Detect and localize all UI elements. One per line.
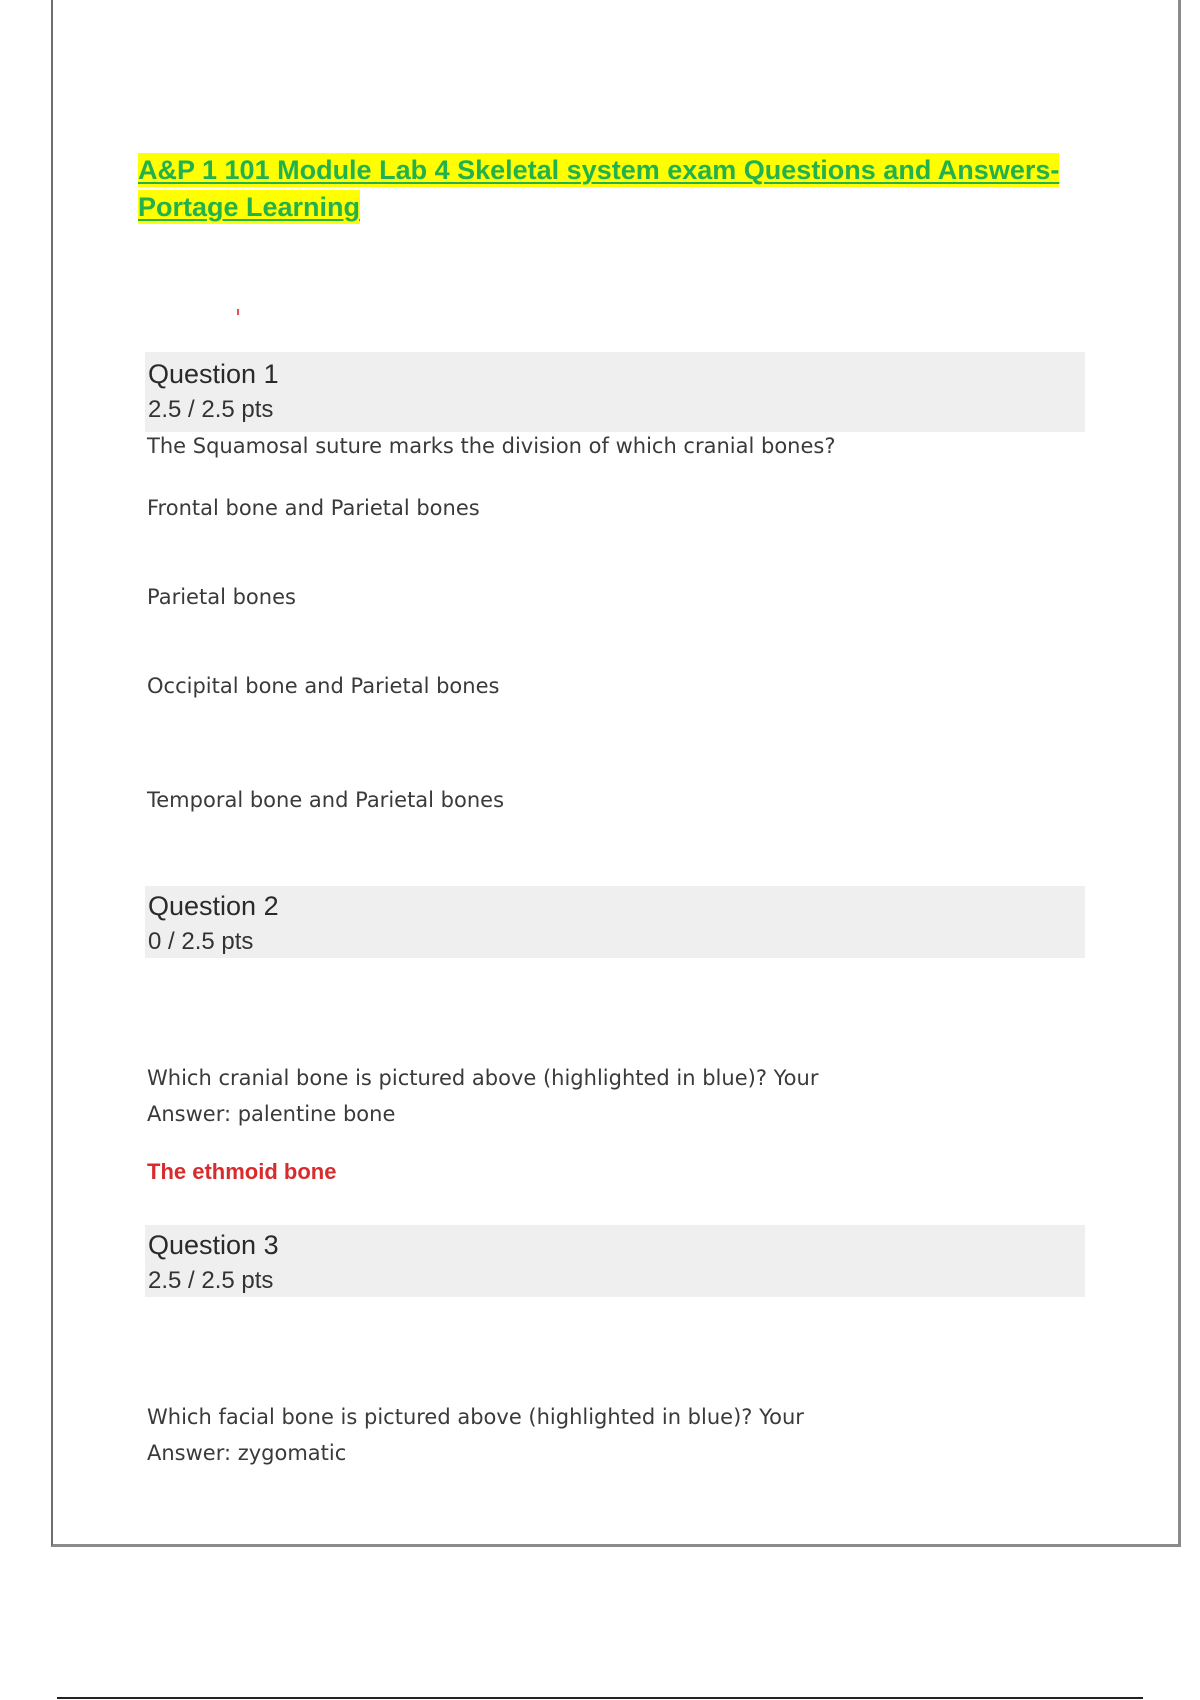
question-3-your-answer: Answer: zygomatic (147, 1441, 347, 1465)
question-2-prompt: Which cranial bone is pictured above (highlighted in blue)? Your (147, 1066, 819, 1090)
question-1-option-2[interactable]: Parietal bones (147, 585, 296, 609)
page-frame (51, 0, 1181, 1547)
stray-mark (237, 309, 239, 315)
bottom-rule (57, 1697, 1143, 1699)
document-title-text: A&P 1 101 Module Lab 4 Skeletal system exam Questions and Answers- Portage Learning (138, 155, 1060, 222)
question-2-title: Question 2 (148, 891, 279, 921)
question-1-title: Question 1 (148, 359, 279, 389)
document-title[interactable] (138, 152, 1088, 226)
question-1-prompt: The Squamosal suture marks the division of which cranial bones? (147, 434, 836, 458)
question-2-correct-answer: The ethmoid bone (147, 1159, 337, 1184)
question-1-option-1[interactable]: Frontal bone and Parietal bones (147, 496, 480, 520)
question-3-header (145, 1225, 1085, 1297)
question-1-points: 2.5 / 2.5 pts (148, 396, 274, 423)
question-1-option-3[interactable]: Occipital bone and Parietal bones (147, 674, 500, 698)
question-3-prompt: Which facial bone is pictured above (highlighted in blue)? Your (147, 1405, 804, 1429)
question-1-header (145, 352, 1085, 432)
question-2-header (145, 886, 1085, 958)
question-3-points: 2.5 / 2.5 pts (148, 1267, 274, 1294)
question-2-your-answer: Answer: palentine bone (147, 1102, 396, 1126)
question-3-title: Question 3 (148, 1230, 279, 1260)
question-2-points: 0 / 2.5 pts (148, 928, 254, 955)
question-1-option-4[interactable]: Temporal bone and Parietal bones (147, 788, 505, 812)
